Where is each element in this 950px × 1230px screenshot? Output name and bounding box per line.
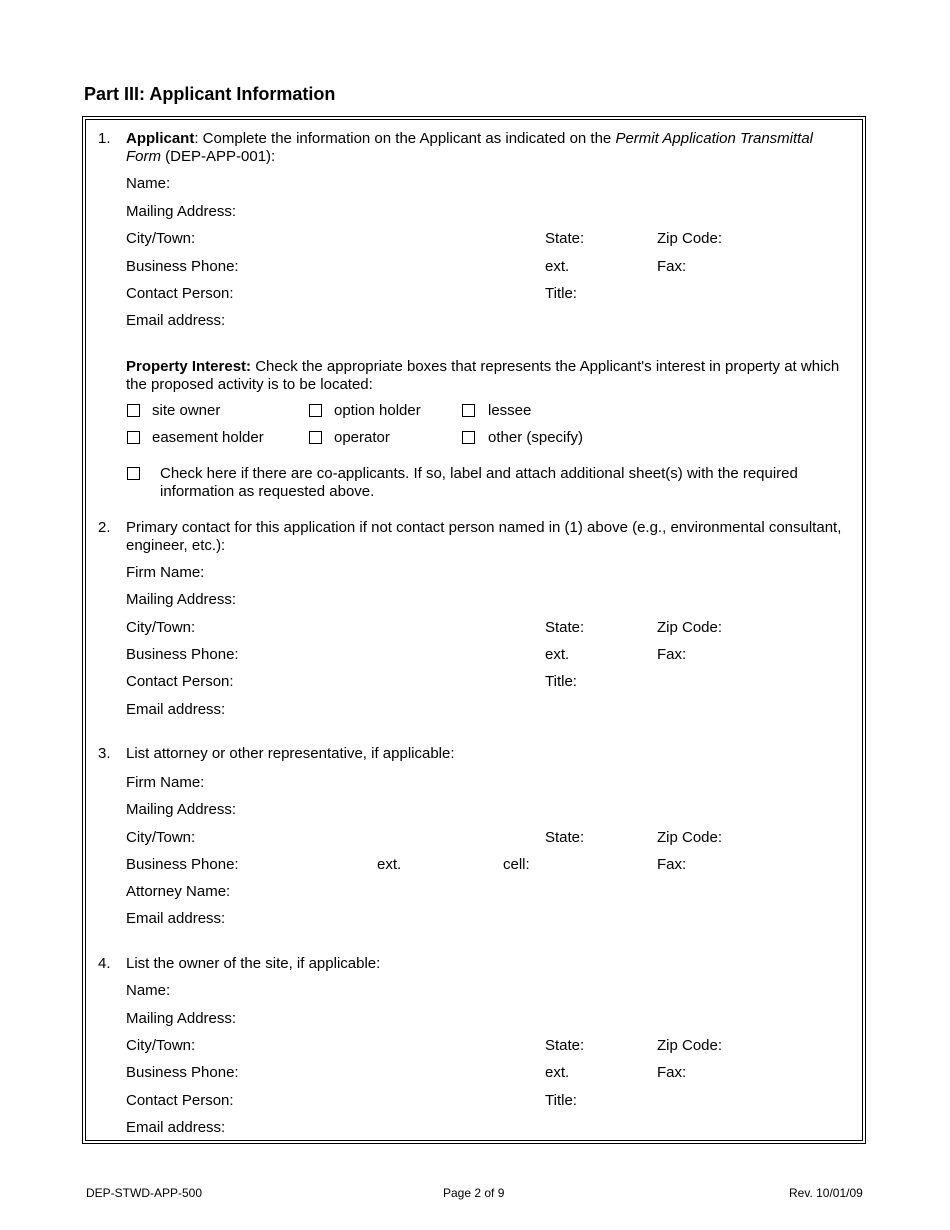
s4-ext-label: ext. [545, 1064, 570, 1081]
s3-state-label: State: [545, 829, 585, 846]
s3-email-label: Email address: [126, 910, 226, 927]
footer-revision: Rev. 10/01/09 [789, 1186, 863, 1200]
s2-mailing-label: Mailing Address: [126, 591, 237, 608]
footer-form-id: DEP-STWD-APP-500 [86, 1186, 203, 1200]
s4-email-label: Email address: [126, 1119, 226, 1136]
section-3-number: 3. [98, 745, 111, 762]
lessee-label: lessee [488, 402, 532, 419]
s1-state-label: State: [545, 230, 585, 247]
section-3-lead: List attorney or other representative, if applicable: [126, 745, 455, 762]
s4-contact-label: Contact Person: [126, 1092, 234, 1109]
s3-zip-label: Zip Code: [657, 829, 723, 846]
operator-checkbox[interactable] [309, 431, 322, 444]
s4-state-label: State: [545, 1037, 585, 1054]
s1-title-label: Title: [545, 285, 577, 302]
footer-page-number: Page 2 of 9 [443, 1186, 505, 1200]
operator-label: operator [334, 429, 390, 446]
section-2-number: 2. [98, 519, 111, 536]
s3-city-label: City/Town: [126, 829, 196, 846]
section-2-lead: Primary contact for this application if not contact person named in (1) above (e.g., environmental consultant, engineer, etc.): [126, 519, 842, 554]
site-owner-label: site owner [152, 402, 221, 419]
s1-ext-label: ext. [545, 258, 570, 275]
s2-city-label: City/Town: [126, 619, 196, 636]
s1-city-label: City/Town: [126, 230, 196, 247]
option-holder-label: option holder [334, 402, 421, 419]
site-owner-checkbox[interactable] [127, 404, 140, 417]
property-interest-instructions: Check the appropriate boxes that represents the Applicant's interest in property at which the proposed activity is to be located: [126, 358, 840, 393]
s3-mailing-label: Mailing Address: [126, 801, 237, 818]
s3-ext-label: ext. [377, 856, 402, 873]
page-title: Part III: Applicant Information [84, 84, 336, 104]
section-1-lead-text: : Complete the information on the Applicant as indicated on the [194, 130, 616, 147]
s4-zip-label: Zip Code: [657, 1037, 723, 1054]
s2-zip-label: Zip Code: [657, 619, 723, 636]
lessee-checkbox[interactable] [462, 404, 475, 417]
section-4-number: 4. [98, 955, 111, 972]
s3-fax-label: Fax: [657, 856, 687, 873]
s4-fax-label: Fax: [657, 1064, 687, 1081]
s4-phone-label: Business Phone: [126, 1064, 239, 1081]
s4-title-label: Title: [545, 1092, 577, 1109]
easement-holder-label: easement holder [152, 429, 264, 446]
s2-ext-label: ext. [545, 646, 570, 663]
property-interest-label: Property Interest: [126, 358, 252, 375]
s1-contact-label: Contact Person: [126, 285, 234, 302]
s4-city-label: City/Town: [126, 1037, 196, 1054]
section-1-number: 1. [98, 130, 111, 147]
s2-phone-label: Business Phone: [126, 646, 239, 663]
s3-cell-label: cell: [503, 856, 530, 873]
s3-attorney-label: Attorney Name: [126, 883, 231, 900]
s2-title-label: Title: [545, 673, 577, 690]
s1-email-label: Email address: [126, 312, 226, 329]
other-specify-checkbox[interactable] [462, 431, 475, 444]
form-name: Permit Application Transmittal Form [126, 130, 814, 165]
other-specify-label: other (specify) [488, 429, 584, 446]
s1-phone-label: Business Phone: [126, 258, 239, 275]
s2-fax-label: Fax: [657, 646, 687, 663]
s1-fax-label: Fax: [657, 258, 687, 275]
applicant-label: Applicant [126, 130, 195, 147]
s2-email-label: Email address: [126, 701, 226, 718]
section-1-lead-tail: (DEP-APP-001): [161, 148, 276, 165]
s1-name-label: Name: [126, 175, 171, 192]
s2-state-label: State: [545, 619, 585, 636]
s4-name-label: Name: [126, 982, 171, 999]
section-4-lead: List the owner of the site, if applicable: [126, 955, 381, 972]
s2-contact-label: Contact Person: [126, 673, 234, 690]
property-interest-text [126, 358, 851, 394]
s3-phone-label: Business Phone: [126, 856, 239, 873]
s1-zip-label: Zip Code: [657, 230, 723, 247]
easement-holder-checkbox[interactable] [127, 431, 140, 444]
co-applicants-text: Check here if there are co-applicants. If so, label and attach additional sheet(s) with the required information as requested above. [160, 465, 798, 500]
s3-firm-label: Firm Name: [126, 774, 205, 791]
s1-mailing-label: Mailing Address: [126, 203, 237, 220]
s4-mailing-label: Mailing Address: [126, 1010, 237, 1027]
section-1-lead [126, 130, 851, 166]
s2-firm-label: Firm Name: [126, 564, 205, 581]
co-applicants-checkbox[interactable] [127, 467, 140, 480]
option-holder-checkbox[interactable] [309, 404, 322, 417]
